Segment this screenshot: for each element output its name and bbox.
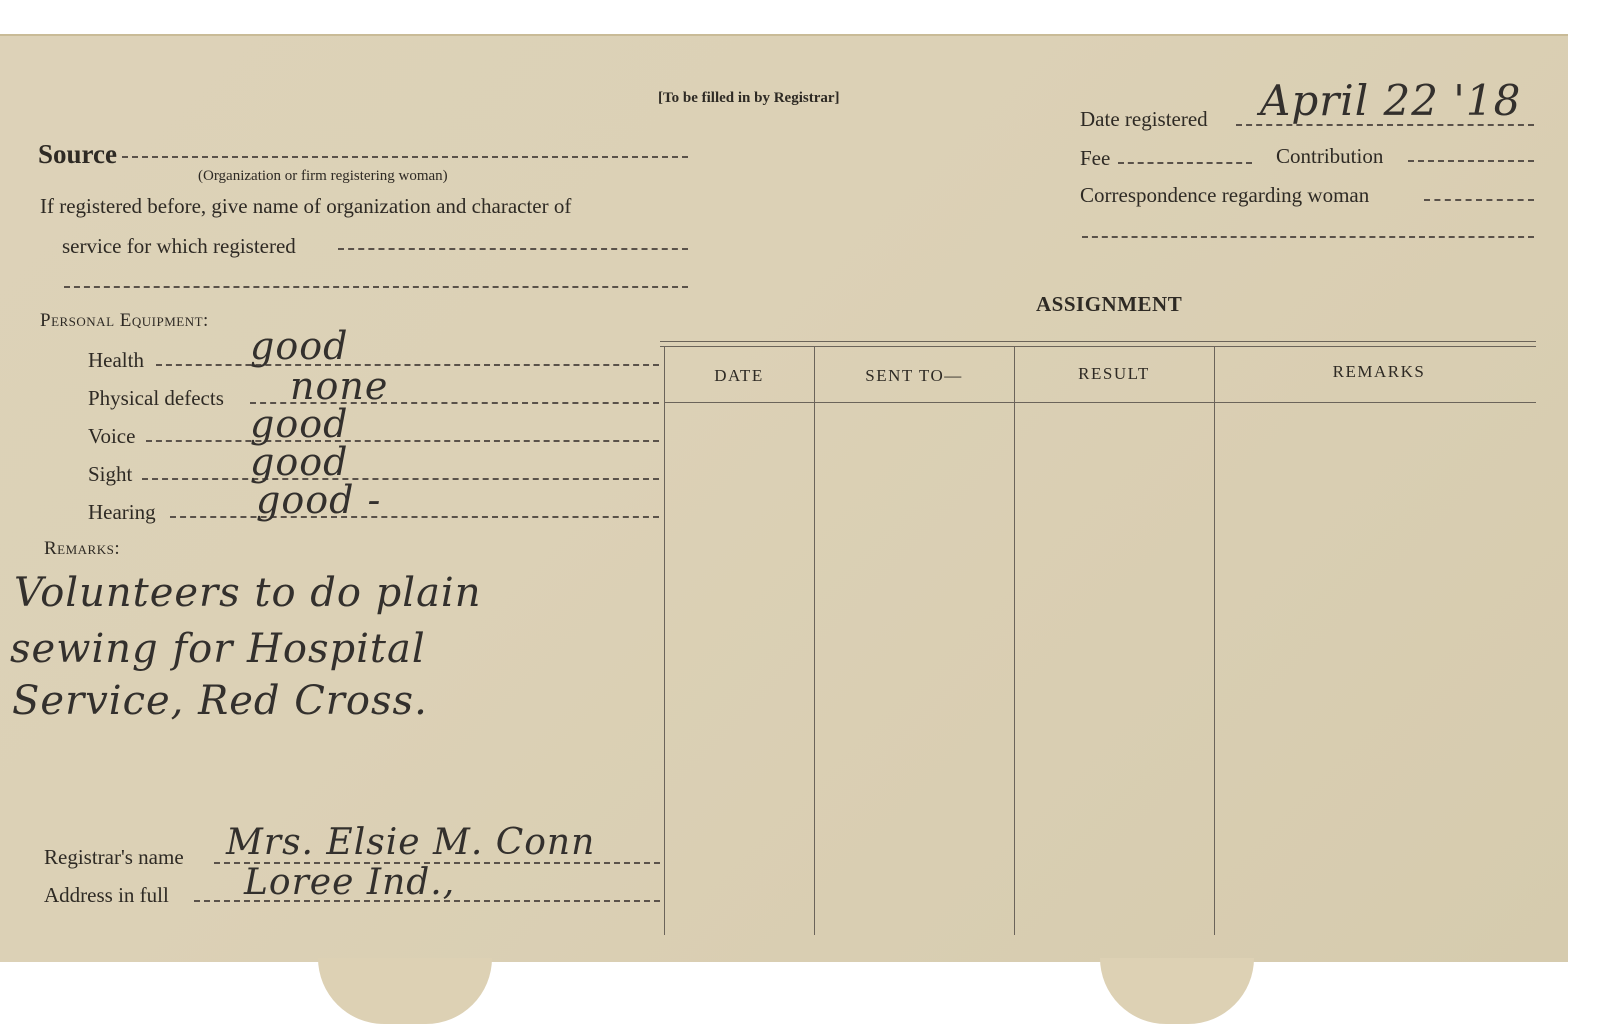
registrar-name-label: Registrar's name xyxy=(44,845,184,869)
correspondence-label: Correspondence regarding woman xyxy=(1080,183,1370,207)
table-col-border-left xyxy=(664,347,665,935)
health-line xyxy=(156,364,659,366)
registrar-name-value: Mrs. Elsie M. Conn xyxy=(226,822,596,863)
voice-line xyxy=(146,440,659,442)
source-line xyxy=(122,156,688,158)
health-label: Health xyxy=(88,348,144,372)
date-registered-value: April 22 '18 xyxy=(1260,76,1522,125)
remarks-line-2: sewing for Hospital xyxy=(10,626,426,672)
hearing-line xyxy=(170,516,659,518)
table-col-divider-1 xyxy=(814,347,815,935)
table-header-remarks: REMARKS xyxy=(1332,362,1426,381)
sight-label: Sight xyxy=(88,462,133,486)
voice-value: good xyxy=(250,402,349,446)
service-line xyxy=(338,248,688,250)
voice-label: Voice xyxy=(88,424,136,448)
date-registered-label: Date registered xyxy=(1080,107,1208,131)
table-header-date: DATE xyxy=(714,366,764,385)
table-col-divider-2 xyxy=(1014,347,1015,935)
registered-before-label: If registered before, give name of organization and character of xyxy=(40,194,572,218)
table-col-divider-3 xyxy=(1214,347,1215,935)
contribution-label: Contribution xyxy=(1276,144,1384,168)
assignment-heading: ASSIGNMENT xyxy=(1036,292,1183,316)
registrar-note: [To be filled in by Registrar] xyxy=(658,90,840,106)
correspondence-line-2 xyxy=(1082,236,1534,238)
physical-defects-value: none xyxy=(290,364,389,408)
address-value: Loree Ind., xyxy=(244,862,456,903)
fee-line xyxy=(1118,162,1252,164)
equipment-heading: Personal Equipment: xyxy=(40,310,209,331)
hearing-label: Hearing xyxy=(88,500,156,524)
source-caption: (Organization or firm registering woman) xyxy=(198,168,448,184)
health-value: good xyxy=(250,324,349,368)
remarks-line-3: Service, Red Cross. xyxy=(12,678,428,724)
source-label: Source xyxy=(38,139,117,169)
hearing-value: good - xyxy=(256,478,382,522)
card-tab-right xyxy=(1100,958,1254,1024)
table-top-rule-1 xyxy=(660,341,1536,342)
sight-line xyxy=(142,478,659,480)
fee-label: Fee xyxy=(1080,146,1111,170)
sight-value: good xyxy=(250,440,349,484)
remarks-heading: Remarks: xyxy=(44,538,121,559)
remarks-line-1: Volunteers to do plain xyxy=(14,570,482,616)
table-header-sent-to: SENT TO— xyxy=(865,366,963,385)
card-tab-left xyxy=(318,958,492,1024)
table-header-rule xyxy=(664,402,1536,403)
physical-defects-label: Physical defects xyxy=(88,386,224,410)
registered-service-label: service for which registered xyxy=(62,234,296,258)
address-label: Address in full xyxy=(44,883,169,907)
correspondence-line xyxy=(1424,199,1534,201)
table-top-rule-2 xyxy=(660,346,1536,347)
service-line-2 xyxy=(64,286,688,288)
contribution-line xyxy=(1408,160,1534,162)
table-header-result: RESULT xyxy=(1078,364,1150,383)
